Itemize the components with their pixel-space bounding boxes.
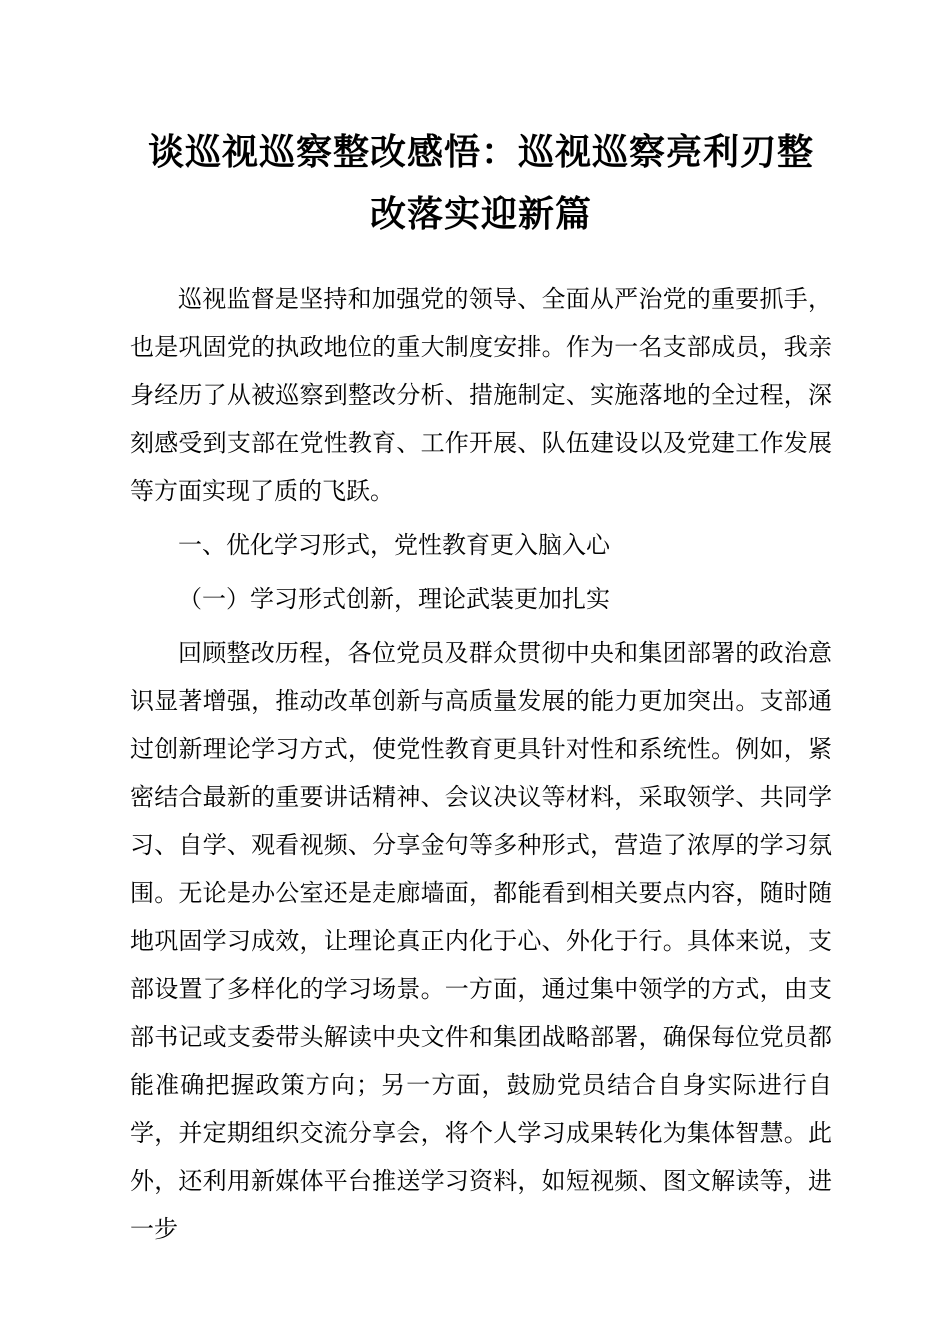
paragraph-body: 回顾整改历程，各位党员及群众贯彻中央和集团部署的政治意识显著增强，推动改革创新与高质量发展的能力更加突出。支部通过创新理论学习方式，使党性教育更具针对性和系统性。例如，紧密结合最新的重要讲话精神、会议决议等材料，采取领学、共同学习、自学、观看视频、分享金句等多种形式，营造了浓厚的学习氛围。无论是办公室还是走廊墙面，都能看到相关要点内容，随时随地巩固学习成效，让理论真正内化于心、外化于行。具体来说，支部设置了多样化的学习场景。一方面，通过集中领学的方式，由支部书记或支委带头解读中央文件和集团战略部署，确保每位党员都能准确把握政策方向；另一方面，鼓励党员结合自身实际进行自学，并定期组织交流分享会，将个人学习成果转化为集体智慧。此外，还利用新媒体平台推送学习资料，如短视频、图文解读等，进一步: [130, 641, 832, 1243]
section-heading-1: 一、优化学习形式，党性教育更入脑入心: [178, 533, 610, 559]
document-title: 谈巡视巡察整改感悟：巡视巡察亮利刃整改落实迎新篇: [147, 132, 814, 235]
paragraph-intro: 巡视监督是坚持和加强党的领导、全面从严治党的重要抓手，也是巩固党的执政地位的重大制度安排。作为一名支部成员，我亲身经历了从被巡察到整改分析、措施制定、实施落地的全过程，深刻感受到支部在党性教育、工作开展、队伍建设以及党建工作发展等方面实现了质的飞跃。: [130, 287, 832, 505]
subsection-heading-1-1: （一）学习形式创新，理论武装更加扎实: [178, 587, 610, 613]
